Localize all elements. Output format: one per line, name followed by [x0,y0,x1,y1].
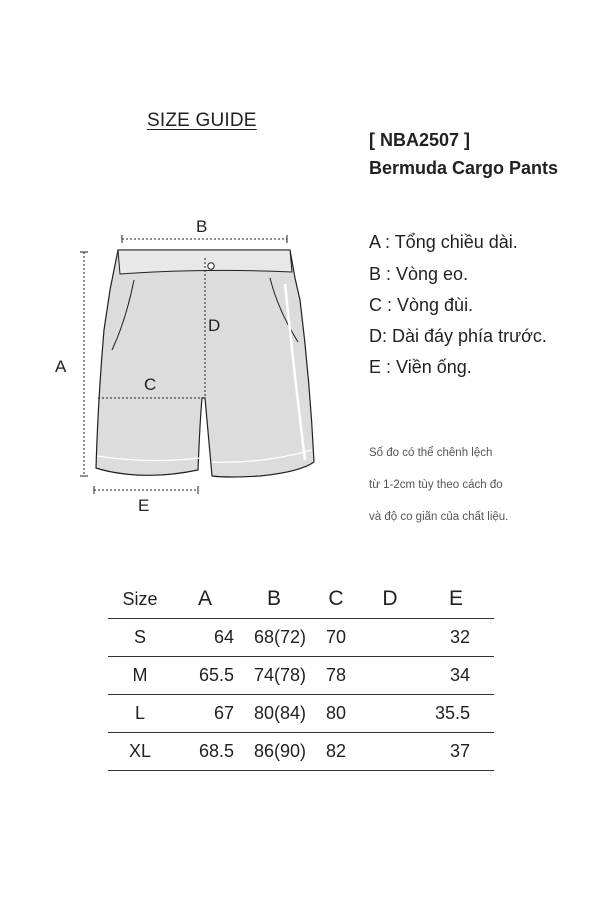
dimension-c-label: C [144,375,157,394]
cell-d [362,657,418,695]
dimension-b-label: B [196,217,208,236]
measurement-note-line-1: Số đo có thể chênh lệch [369,447,493,459]
table-row [108,733,494,771]
header-e: E [448,587,463,610]
cell-e: 32 [418,619,494,657]
measurement-note-line-3: và độ co giãn của chất liệu. [369,511,509,523]
header-b: B [266,587,281,610]
cell-size: L [108,695,172,733]
cell-b: 74(78) [238,657,310,695]
measurement-note-line-2: từ 1-2cm tùy theo cách đo [369,479,503,491]
product-name: Bermuda Cargo Pants [369,158,559,178]
cell-d [362,695,418,733]
legend-item-d: D: Dài đáy phía trước. [369,326,547,346]
cell-c: 80 [310,695,362,733]
header-a: A [197,587,212,610]
table-row [108,695,494,733]
table-row [108,657,494,695]
legend-item-a: A : Tổng chiều dài. [369,232,518,252]
cell-b: 86(90) [238,733,310,771]
cell-c: 70 [310,619,362,657]
cell-c: 82 [310,733,362,771]
cell-b: 80(84) [238,695,310,733]
cell-e: 37 [418,733,494,771]
header-size: Size [122,588,158,609]
cell-size: M [108,657,172,695]
dimension-e-label: E [138,496,150,515]
size-table [108,580,494,771]
cell-b: 68(72) [238,619,310,657]
cell-c: 78 [310,657,362,695]
product-code: [ NBA2507 ] [369,130,471,150]
legend-item-e: E : Viền ống. [369,357,472,377]
dimension-a-label: A [55,357,67,376]
table-row [108,619,494,657]
cell-a: 67 [172,695,238,733]
header-d: D [382,587,398,610]
size-guide-title: SIZE GUIDE [147,110,257,131]
table-header-row [108,580,494,619]
cell-d [362,619,418,657]
header-c: C [328,587,344,610]
cell-d [362,733,418,771]
cell-a: 64 [172,619,238,657]
legend-item-b: B : Vòng eo. [369,264,469,284]
cell-e: 35.5 [418,695,494,733]
cell-a: 68.5 [172,733,238,771]
cell-a: 65.5 [172,657,238,695]
cell-e: 34 [418,657,494,695]
legend-item-c: C : Vòng đùi. [369,295,474,315]
cell-size: XL [108,733,172,771]
dimension-d-label: D [208,316,221,335]
button-detail [208,263,214,269]
cell-size: S [108,619,172,657]
